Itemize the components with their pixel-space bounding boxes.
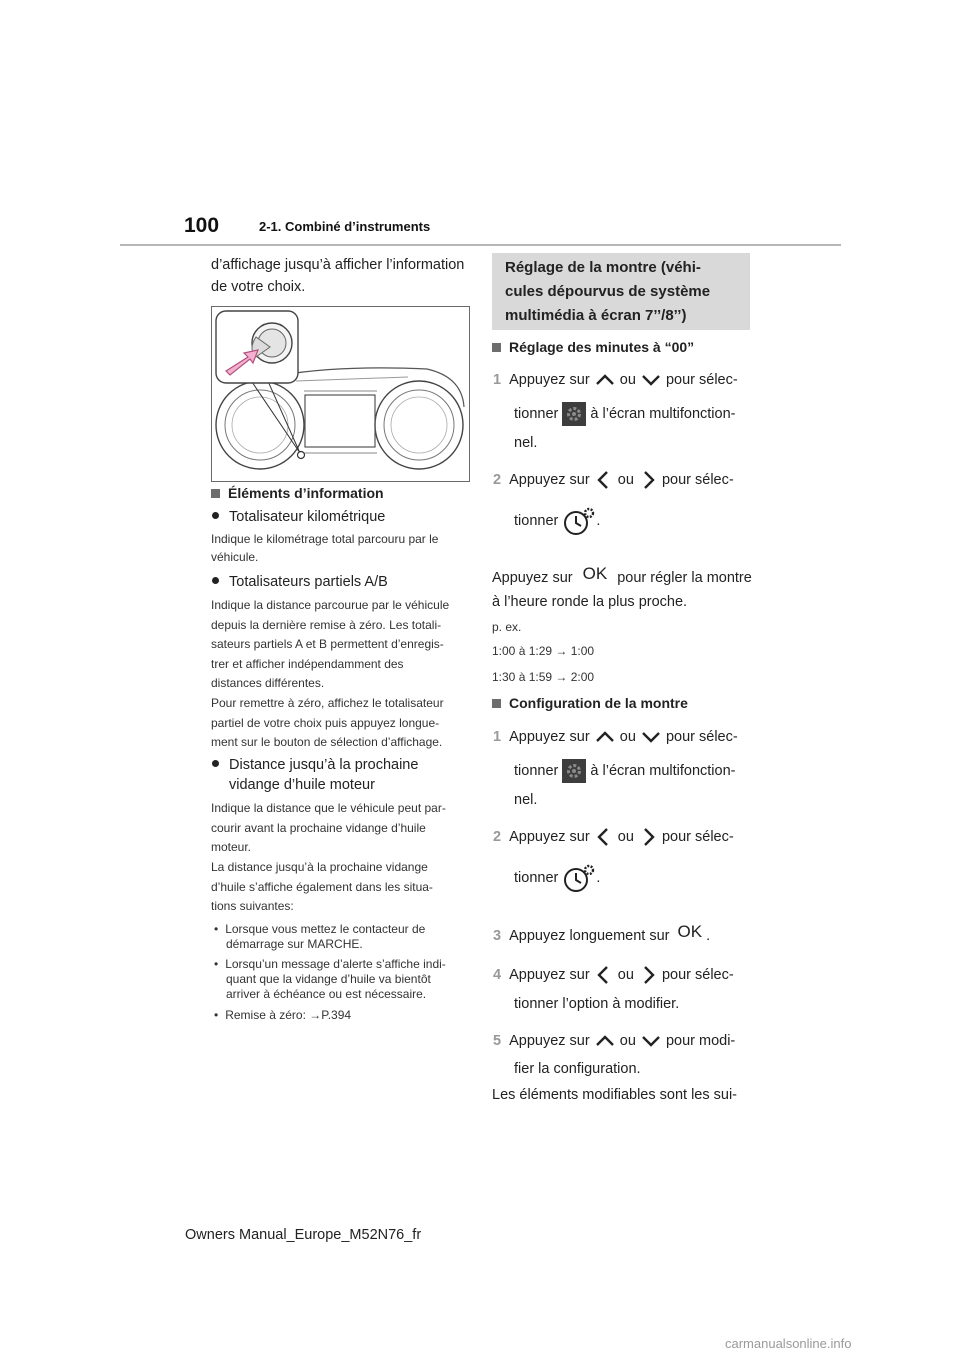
config-step-3: 3 Appuyez longuement sur OK .: [493, 922, 711, 944]
intro-line-1: d’affichage jusqu’à afficher l’information: [211, 257, 465, 273]
sub-bullet-2: • Lorsqu’un message d’alerte s’affiche indi- quant que la vidange d’huile va bientôt arriver à échéance ou est nécessaire.: [214, 957, 446, 1001]
minutes-step-1-cont: tionner à l’écran multifonction-: [514, 402, 735, 426]
sub-bullet-1: • Lorsque vous mettez le contacteur de démarrage sur MARCHE.: [214, 922, 426, 951]
config-step-1-cont: tionner à l’écran multifonction-: [514, 759, 735, 783]
chevron-right-icon: [638, 469, 658, 491]
intro-line-2: de votre choix.: [211, 279, 306, 295]
config-step-5-cont: fier la configuration.: [514, 1061, 641, 1077]
item2-desc: Indique la distance parcourue par le véhicule depuis la dernière remise à zéro. Les totali- sateurs partiels A et B permettent d’enregis- trer et afficher indépendamment des distances différentes.: [211, 598, 450, 690]
square-bullet-icon: [211, 489, 220, 498]
item3-desc: Indique la distance que le véhicule peut par- courir avant la prochaine vidange d’huile moteur.: [211, 801, 446, 854]
example-label: p. ex.: [492, 620, 522, 634]
config-heading: Configuration de la montre: [492, 695, 688, 713]
item3-desc-more: La distance jusqu’à la prochaine vidange d’huile s’affiche également dans les situa- tions suivantes:: [211, 860, 433, 913]
instrument-cluster-figure: [211, 306, 470, 482]
dot-bullet-icon: [212, 577, 219, 584]
info-heading: Éléments d’information: [211, 485, 384, 503]
config-step-4: 4 Appuyez sur ou pour sélec-: [493, 964, 734, 986]
clock-settings-icon: [562, 506, 596, 536]
item2-title: Totalisateurs partiels A/B: [212, 571, 388, 593]
dot-bullet-icon: [212, 760, 219, 767]
example-1: 1:00 à 1:29 → 1:00: [492, 644, 595, 658]
sub-bullet-3: • Remise à zéro: →P.394: [214, 1008, 352, 1022]
minutes-heading: Réglage des minutes à “00”: [492, 339, 694, 357]
ok-button-icon: OK: [677, 922, 703, 941]
cluster-illustration: [212, 307, 469, 481]
minutes-step-2: 2 Appuyez sur ou pour sélec-: [493, 469, 734, 491]
chevron-right-icon: [638, 964, 658, 986]
chevron-down-icon: [640, 1034, 662, 1048]
config-step-1-end: nel.: [514, 792, 538, 808]
clock-settings-icon: [562, 863, 596, 893]
chevron-down-icon: [640, 373, 662, 387]
config-step-2: 2 Appuyez sur ou pour sélec-: [493, 826, 734, 848]
item3-title: Distance jusqu’à la prochaine vidange d’huile moteur: [212, 755, 418, 795]
header-divider: [120, 244, 841, 246]
chevron-left-icon: [594, 469, 614, 491]
item1-desc: Indique le kilométrage total parcouru par le véhicule.: [211, 532, 439, 564]
minutes-step-2-cont: tionner .: [514, 506, 600, 536]
item1-title: Totalisateur kilométrique: [212, 506, 385, 528]
example-2: 1:30 à 1:59 → 2:00: [492, 670, 595, 684]
section-title: 2-1. Combiné d’instruments: [259, 219, 431, 234]
callout-box: [492, 253, 750, 330]
chevron-left-icon: [594, 826, 614, 848]
square-bullet-icon: [492, 699, 501, 708]
minutes-step-1-end: nel.: [514, 435, 538, 451]
callout-title: Réglage de la montre (véhi- cules dépourvus de système multimédia à écran 7’’/8’’): [505, 259, 711, 324]
config-step-4-cont: tionner l’option à modifier.: [514, 996, 680, 1012]
settings-gear-icon: [562, 402, 586, 426]
chevron-right-icon: [638, 826, 658, 848]
ok-paragraph-2: à l’heure ronde la plus proche.: [492, 594, 688, 610]
page-number: 100: [184, 214, 220, 237]
settings-gear-icon: [562, 759, 586, 783]
chevron-up-icon: [594, 730, 616, 744]
last-line: Les éléments modifiables sont les sui-: [492, 1087, 738, 1103]
chevron-left-icon: [594, 964, 614, 986]
square-bullet-icon: [492, 343, 501, 352]
config-step-1: 1 Appuyez sur ou pour sélec-: [493, 729, 738, 745]
minutes-step-1: 1 Appuyez sur ou pour sélec-: [493, 372, 738, 388]
ok-button-icon: OK: [582, 564, 608, 583]
dot-bullet-icon: [212, 512, 219, 519]
chevron-up-icon: [594, 1034, 616, 1048]
watermark[interactable]: carmanualsonline.info: [725, 1336, 852, 1351]
chevron-down-icon: [640, 730, 662, 744]
config-step-5: 5 Appuyez sur ou pour modi-: [493, 1033, 736, 1049]
chevron-up-icon: [594, 373, 616, 387]
document-id: Owners Manual_Europe_M52N76_fr: [185, 1227, 422, 1243]
config-step-2-cont: tionner .: [514, 863, 600, 893]
item2-reset: Pour remettre à zéro, affichez le totalisateur partiel de votre choix puis appuyez longue- ment sur le bouton de sélection d’affichage.: [211, 696, 444, 749]
ok-paragraph: Appuyez sur OK pour régler la montre: [492, 564, 752, 586]
intro-text: [211, 254, 464, 298]
